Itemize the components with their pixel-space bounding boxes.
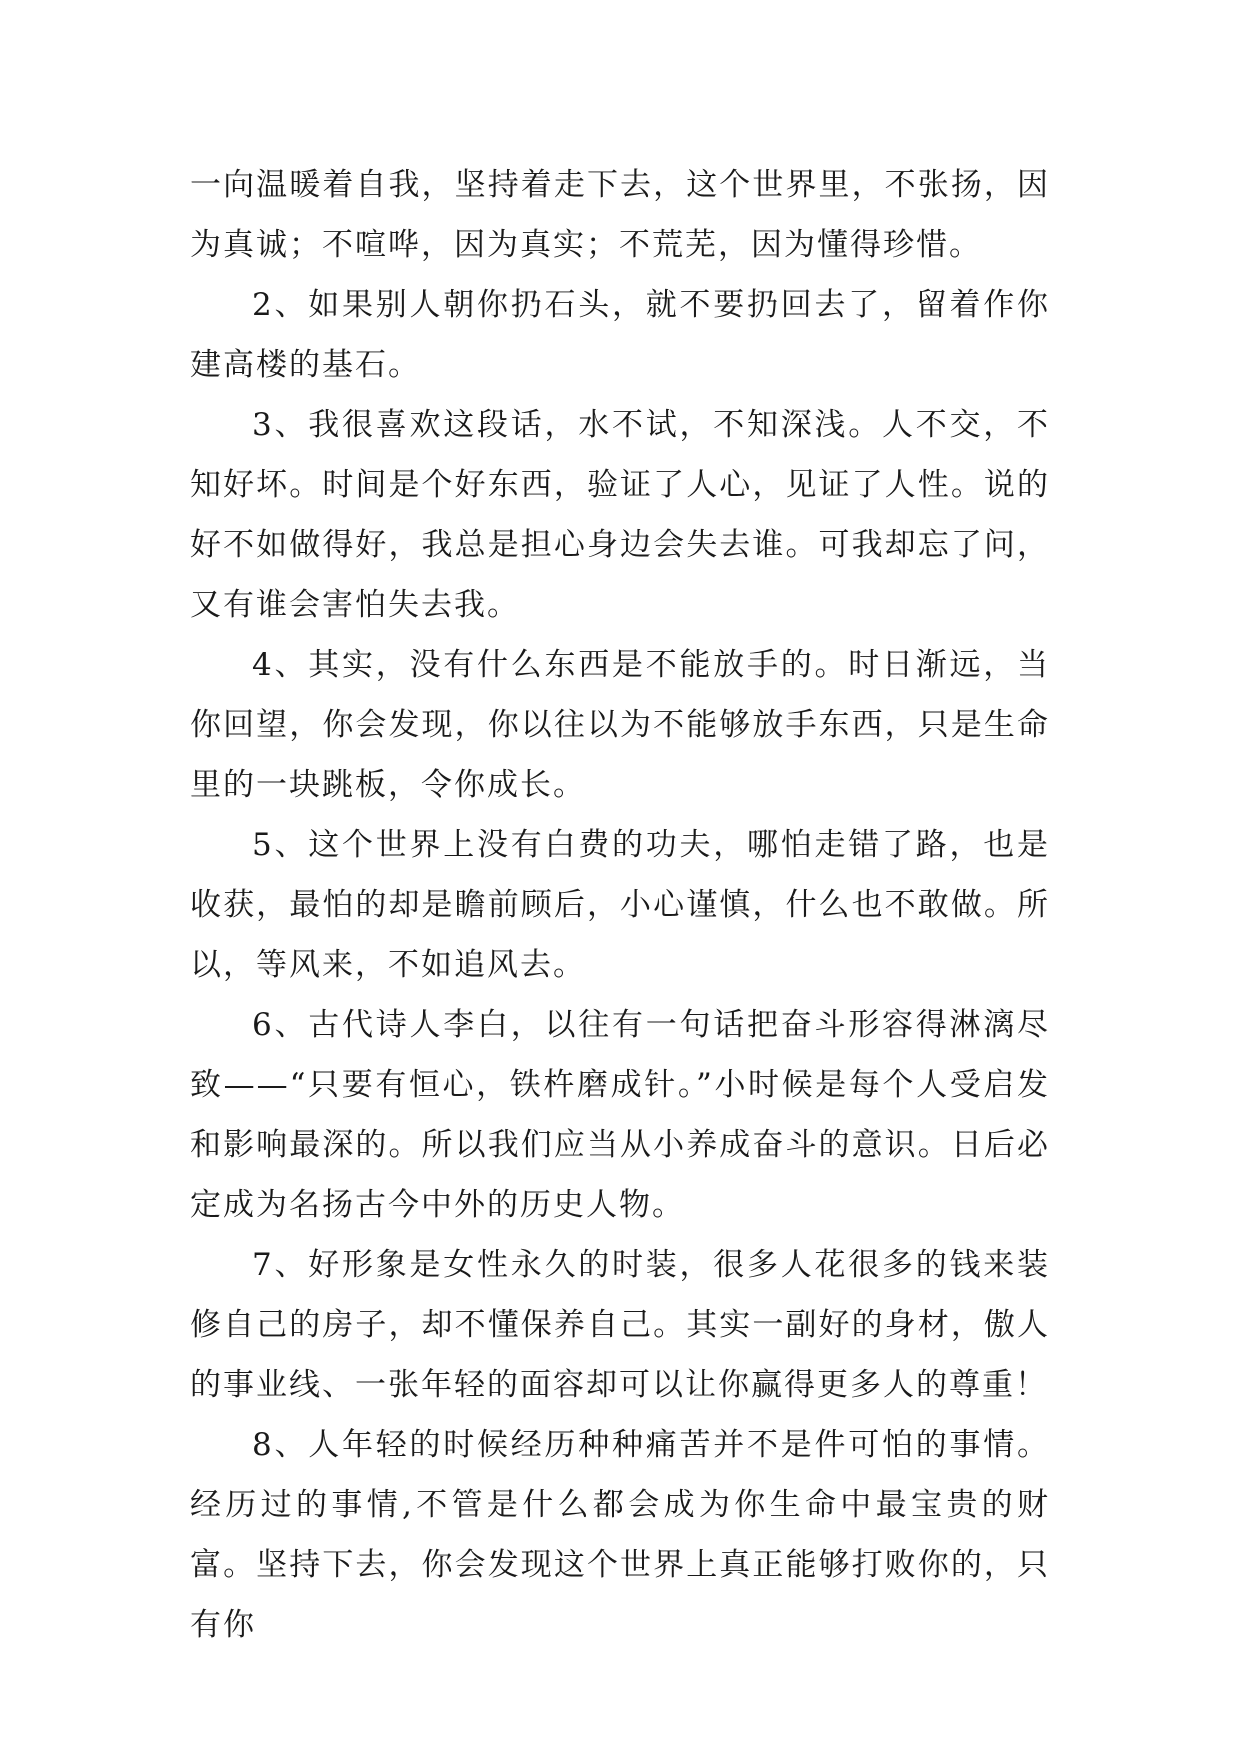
paragraph-5: 5、这个世界上没有白费的功夫，哪怕走错了路，也是收获，最怕的却是瞻前顾后，小心谨慎，什么也不敢做。所以，等风来，不如追风去。 bbox=[190, 827, 1050, 983]
paragraph-7: 7、好形象是女性永久的时装，很多人花很多的钱来装修自己的房子，却不懂保养自己。其实一副好的身材，傲人的事业线、一张年轻的面容却可以让你赢得更多人的尊重！ bbox=[190, 1247, 1050, 1403]
paragraph-continuation: 一向温暖着自我，坚持着走下去，这个世界里，不张扬，因为真诚；不喧哗，因为真实；不荒芜，因为懂得珍惜。 bbox=[190, 167, 1050, 263]
body-text bbox=[190, 155, 1050, 1655]
paragraph-3: 3、我很喜欢这段话，水不试，不知深浅。人不交，不知好坏。时间是个好东西，验证了人心，见证了人性。说的好不如做得好，我总是担心身边会失去谁。可我却忘了问，又有谁会害怕失去我。 bbox=[190, 407, 1050, 623]
paragraph-2: 2、如果别人朝你扔石头，就不要扔回去了，留着作你建高楼的基石。 bbox=[190, 287, 1050, 383]
paragraph-6: 6、古代诗人李白，以往有一句话把奋斗形容得淋漓尽致——“只要有恒心，铁杵磨成针。”小时候是每个人受启发和影响最深的。所以我们应当从小养成奋斗的意识。日后必定成为名扬古今中外的历史人物。 bbox=[190, 1007, 1050, 1223]
paragraph-4: 4、其实，没有什么东西是不能放手的。时日渐远，当你回望，你会发现，你以往以为不能够放手东西，只是生命里的一块跳板，令你成长。 bbox=[190, 647, 1050, 803]
paragraph-8: 8、人年轻的时候经历种种痛苦并不是件可怕的事情。经历过的事情,不管是什么都会成为你生命中最宝贵的财富。坚持下去，你会发现这个世界上真正能够打败你的，只有你 bbox=[190, 1427, 1050, 1643]
